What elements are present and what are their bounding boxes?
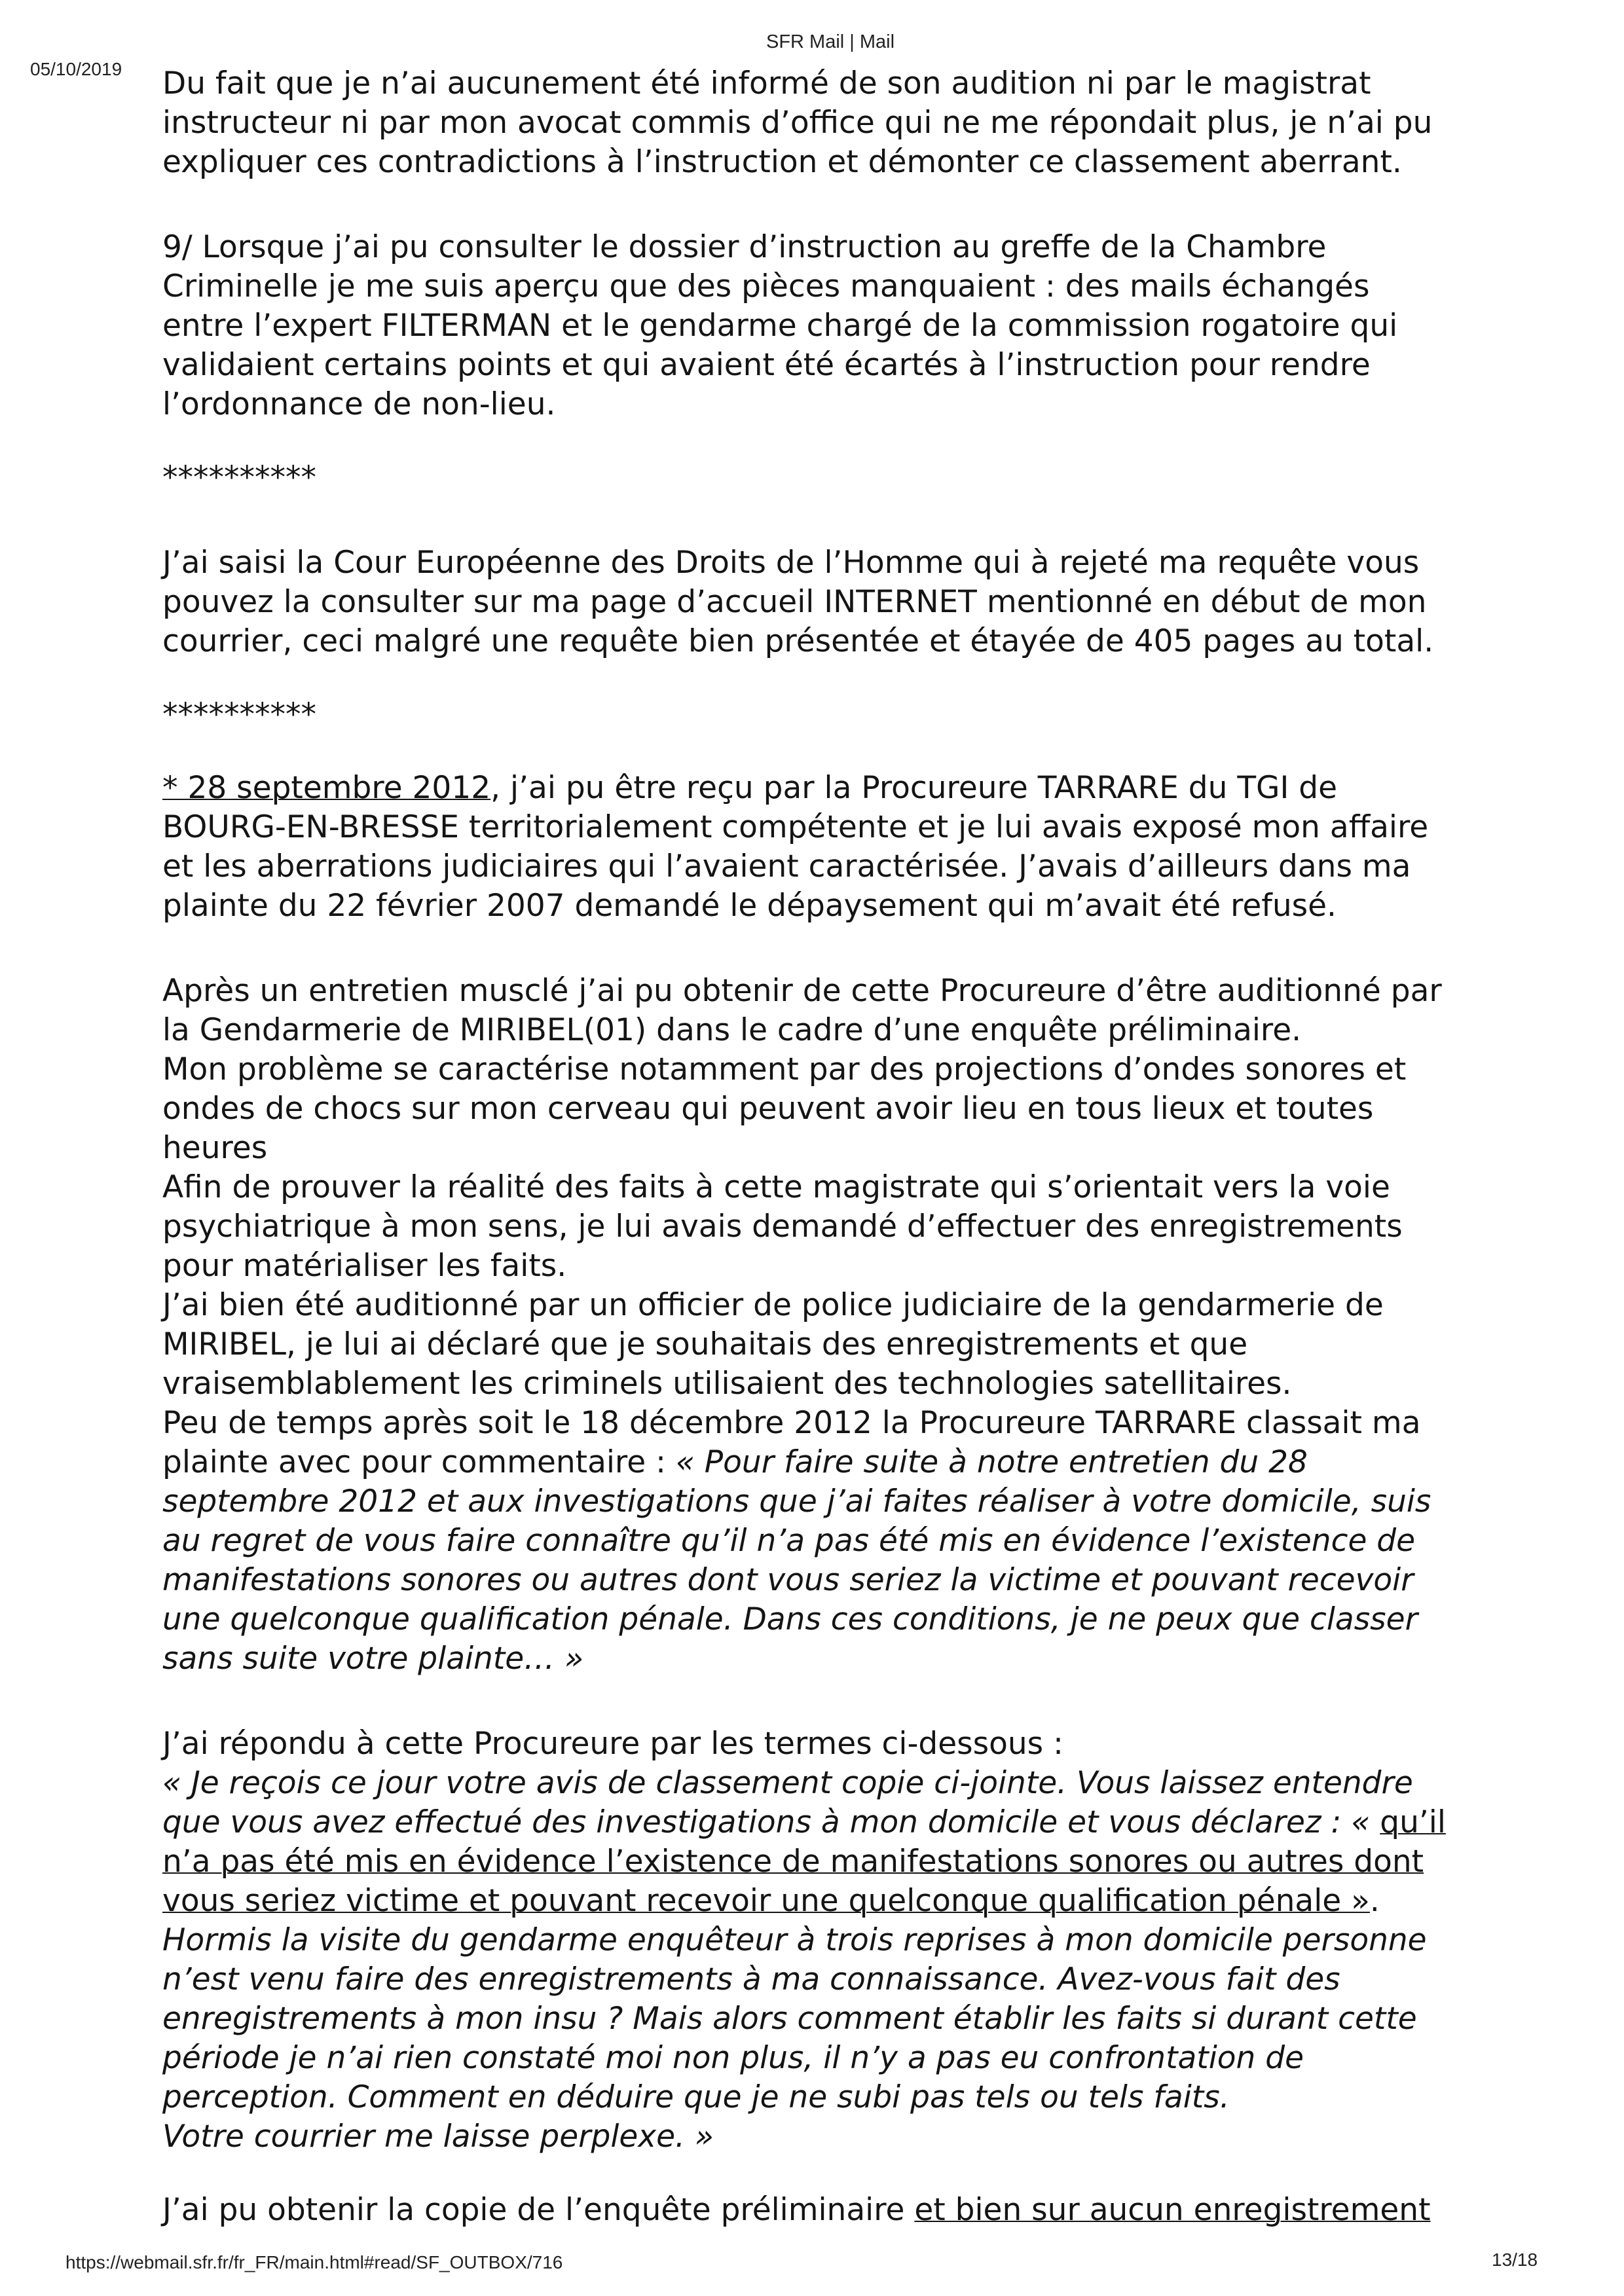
text-line: la Gendarmerie de MIRIBEL(01) dans le cadre d’une enquête préliminaire. [162, 1012, 1302, 1048]
text-span: plainte avec pour commentaire : [162, 1444, 676, 1480]
header-title: SFR Mail | Mail [766, 31, 895, 52]
paragraph-4 [162, 769, 1429, 926]
date-heading: * 28 septembre 2012 [162, 770, 491, 806]
text-span: J’ai pu obtenir la copie de l’enquête préliminaire [162, 2192, 915, 2228]
quote-text: « Pour faire suite à notre entretien du 28 [675, 1444, 1308, 1480]
text-line: et les aberrations judiciaires qui l’avaient caractérisée. J’avais d’ailleurs dans ma [162, 848, 1411, 884]
text-line: Criminelle je me suis aperçu que des pièces manquaient : des mails échangés [162, 268, 1370, 304]
text-line: BOURG-EN-BRESSE territorialement compétente et je lui avais exposé mon affaire [162, 809, 1429, 845]
text-line: MIRIBEL, je lui ai déclaré que je souhaitais des enregistrements et que [162, 1326, 1248, 1362]
text-span: , j’ai pu être reçu par la Procureure TARRARE du TGI de [490, 770, 1338, 806]
text-line: 9/ Lorsque j’ai pu consulter le dossier d’instruction au greffe de la Chambre [162, 229, 1327, 265]
letter-body [162, 64, 1446, 2230]
paragraph-1 [162, 64, 1433, 182]
text-line: expliquer ces contradictions à l’instruction et démonter ce classement aberrant. [162, 144, 1402, 180]
footer-url: https://webmail.sfr.fr/fr_FR/main.html#read/SF_OUTBOX/716 [65, 2252, 563, 2272]
text-span: . [1369, 1883, 1380, 1919]
underlined-quote: qu’il [1380, 1804, 1446, 1840]
quote-line [162, 1882, 1400, 1921]
text-line: heures [162, 1130, 268, 1166]
text-line: plainte du 22 février 2007 demandé le dépaysement qui m’avait été refusé. [162, 888, 1337, 924]
quote-line: période je n’ai rien constaté moi non plus, il n’y a pas eu confrontation de [162, 2040, 1304, 2076]
text-line: Mon problème se caractérise notamment par des projections d’ondes sonores et [162, 1051, 1407, 1087]
quote-line [162, 1803, 1446, 1842]
text-line: l’ordonnance de non-lieu. [162, 386, 556, 422]
text-line: courrier, ceci malgré une requête bien présentée et étayée de 405 pages au total. [162, 623, 1434, 659]
quote-line: n’est venu faire des enregistrements à ma connaissance. Avez-vous fait des [162, 1961, 1340, 1997]
paragraph-2 [162, 228, 1400, 424]
text-line: Afin de prouver la réalité des faits à cette magistrate qui s’orientait vers la voie [162, 1169, 1390, 1205]
paragraph-5 [162, 972, 1442, 1679]
text-line: validaient certains points et qui avaient été écartés à l’instruction pour rendre [162, 347, 1371, 383]
text-line: J’ai répondu à cette Procureure par les termes ci-dessous : [162, 1726, 1063, 1762]
separator-stars: ********** [162, 460, 316, 496]
print-date: 05/10/2019 [30, 59, 122, 79]
text-line: instructeur ni par mon avocat commis d’office qui ne me répondait plus, je n’ai pu [162, 105, 1433, 141]
text-line: pouvez la consulter sur ma page d’accueil INTERNET mentionné en début de mon [162, 584, 1427, 620]
text-line: entre l’expert FILTERMAN et le gendarme chargé de la commission rogatoire qui [162, 308, 1398, 344]
quote-line: manifestations sonores ou autres dont vous seriez la victime et pouvant recevoir [162, 1562, 1414, 1598]
page-number: 13/18 [1492, 2250, 1538, 2270]
quote-line: « Je reçois ce jour votre avis de classement copie ci-jointe. Vous laissez entendre [162, 1765, 1413, 1801]
text-line: Après un entretien musclé j’ai pu obtenir de cette Procureure d’être auditionné par [162, 973, 1442, 1009]
paragraph-3 [162, 543, 1434, 661]
text-line [162, 1443, 1400, 1482]
text-line [162, 2191, 1431, 2230]
text-line: Peu de temps après soit le 18 décembre 2012 la Procureure TARRARE classait ma [162, 1405, 1421, 1441]
quote-line: septembre 2012 et aux investigations que j’ai faites réaliser à votre domicile, suis [162, 1484, 1431, 1520]
underlined-quote: n’a pas été mis en évidence l’existence de manifestations sonores ou autres dont [162, 1844, 1424, 1880]
quote-line: Votre courrier me laisse perplexe. » [162, 2119, 714, 2155]
quote-text: que vous avez effectué des investigations à mon domicile et vous déclarez : « [162, 1804, 1380, 1840]
quote-line: sans suite votre plainte… » [162, 1641, 584, 1677]
paragraph-6 [162, 1724, 1446, 2157]
quote-line: une quelconque qualification pénale. Dans ces conditions, je ne peux que classer [162, 1601, 1418, 1637]
underlined-text: et bien sur aucun enregistrement [914, 2192, 1431, 2228]
text-line [162, 769, 1400, 808]
text-line: psychiatrique à mon sens, je lui avais demandé d’effectuer des enregistrements [162, 1209, 1403, 1245]
underlined-quote: vous seriez victime et pouvant recevoir une quelconque qualification pénale » [162, 1883, 1370, 1919]
quote-line: Hormis la visite du gendarme enquêteur à trois reprises à mon domicile personne [162, 1922, 1427, 1958]
text-line: Du fait que je n’ai aucunement été informé de son audition ni par le magistrat [162, 65, 1371, 101]
paragraph-7 [162, 2191, 1431, 2230]
quote-line: au regret de vous faire connaître qu’il n’a pas été mis en évidence l’existence de [162, 1523, 1416, 1559]
text-line: pour matérialiser les faits. [162, 1248, 567, 1284]
separator-stars: ********** [162, 697, 316, 733]
quote-line: perception. Comment en déduire que je ne subi pas tels ou tels faits. [162, 2079, 1230, 2115]
text-line: J’ai bien été auditionné par un officier de police judiciaire de la gendarmerie de [162, 1287, 1384, 1323]
quote-line: enregistrements à mon insu ? Mais alors comment établir les faits si durant cette [162, 2001, 1417, 2037]
text-line: vraisemblablement les criminels utilisaient des technologies satellitaires. [162, 1366, 1292, 1402]
text-line: J’ai saisi la Cour Européenne des Droits de l’Homme qui à rejeté ma requête vous [162, 545, 1420, 581]
text-line: ondes de chocs sur mon cerveau qui peuvent avoir lieu en tous lieux et toutes [162, 1091, 1374, 1127]
